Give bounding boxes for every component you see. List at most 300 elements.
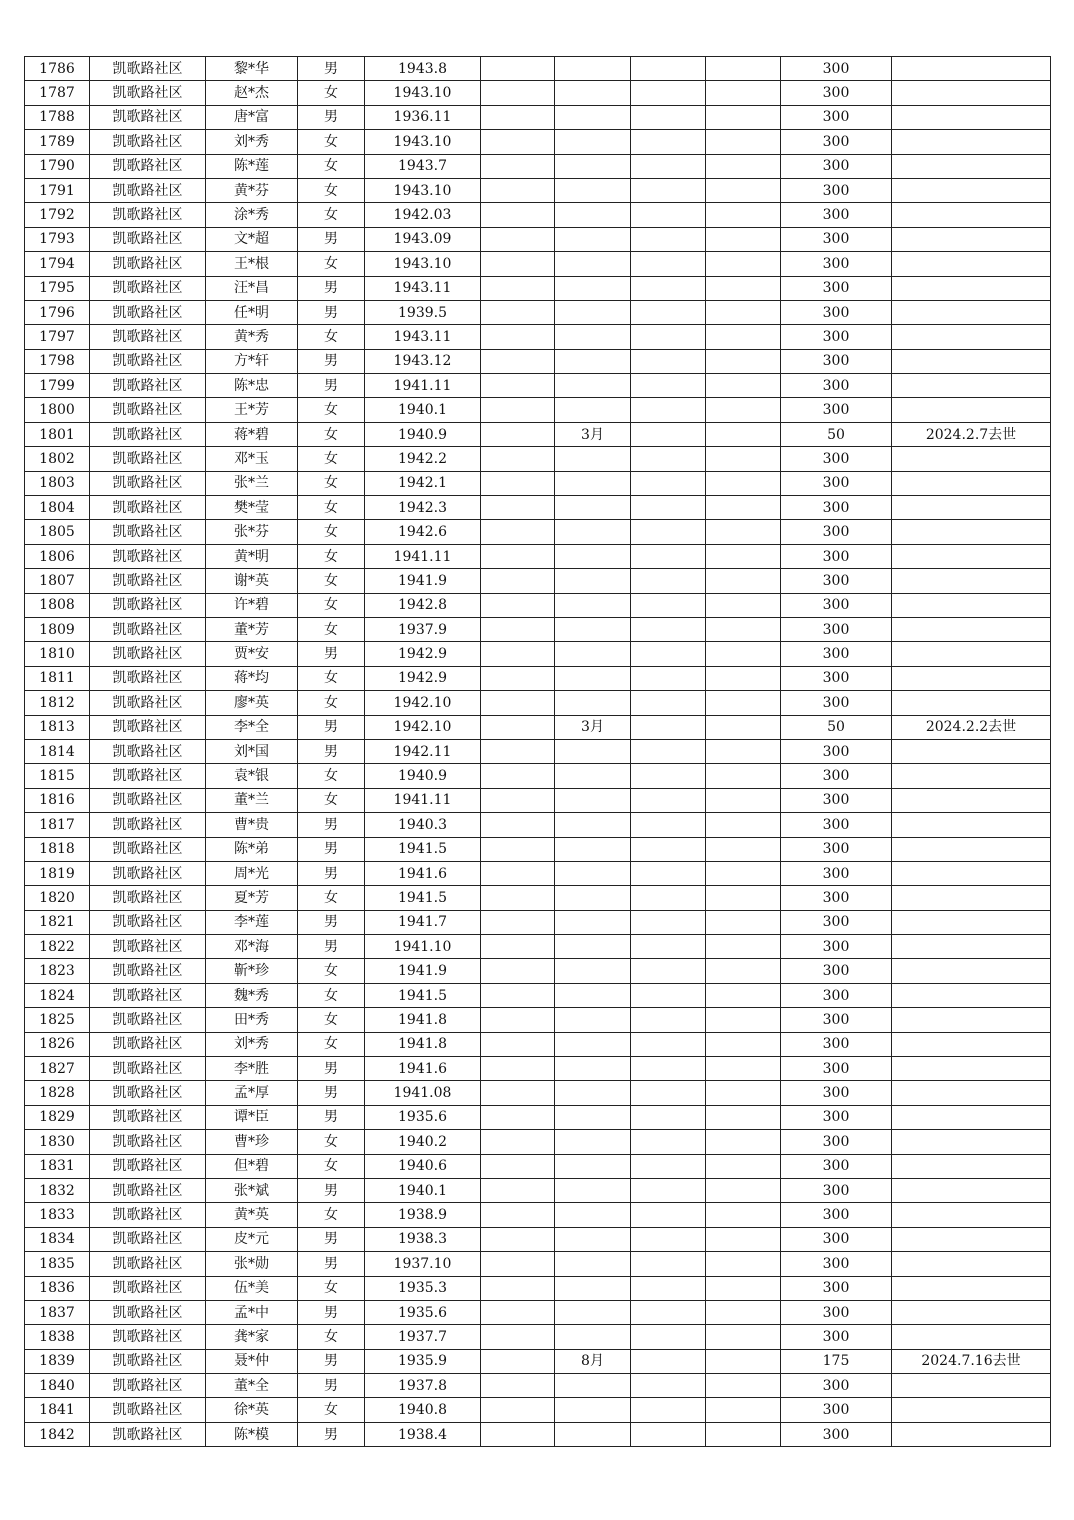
birth-date-cell: 1941.6: [365, 1057, 481, 1081]
table-row: [25, 764, 1051, 788]
amount-cell: 300: [781, 1398, 892, 1422]
table-row: [25, 813, 1051, 837]
month-cell: [555, 349, 631, 373]
month-cell: [555, 1276, 631, 1300]
remark-cell: 2024.2.2去世: [892, 715, 1051, 739]
month-cell: [555, 447, 631, 471]
remark-cell: [892, 1300, 1051, 1324]
community-cell: 凯歌路社区: [90, 276, 206, 300]
community-cell: 凯歌路社区: [90, 1105, 206, 1129]
gender-cell: 女: [298, 398, 365, 422]
birth-date-cell: 1940.8: [365, 1398, 481, 1422]
blank-cell: [706, 1081, 781, 1105]
table-row: [25, 447, 1051, 471]
gender-cell: 女: [298, 1130, 365, 1154]
community-cell: 凯歌路社区: [90, 935, 206, 959]
community-cell: 凯歌路社区: [90, 642, 206, 666]
blank-cell: [481, 1178, 555, 1202]
community-cell: 凯歌路社区: [90, 739, 206, 763]
community-cell: 凯歌路社区: [90, 496, 206, 520]
remark-cell: [892, 349, 1051, 373]
month-cell: 8月: [555, 1349, 631, 1373]
amount-cell: 300: [781, 910, 892, 934]
blank-cell: [481, 1008, 555, 1032]
name-cell: 刘*秀: [206, 130, 298, 154]
name-cell: 汪*昌: [206, 276, 298, 300]
blank-cell: [706, 1154, 781, 1178]
blank-cell: [631, 130, 706, 154]
remark-cell: [892, 593, 1051, 617]
blank-cell: [631, 1252, 706, 1276]
remark-cell: [892, 1130, 1051, 1154]
blank-cell: [706, 1203, 781, 1227]
month-cell: [555, 1300, 631, 1324]
gender-cell: 男: [298, 1422, 365, 1446]
gender-cell: 女: [298, 471, 365, 495]
remark-cell: [892, 374, 1051, 398]
blank-cell: [481, 1300, 555, 1324]
table-row: [25, 227, 1051, 251]
name-cell: 唐*富: [206, 105, 298, 129]
birth-date-cell: 1940.6: [365, 1154, 481, 1178]
table-row: [25, 130, 1051, 154]
blank-cell: [631, 1349, 706, 1373]
row-number-cell: 1822: [25, 935, 90, 959]
blank-cell: [631, 544, 706, 568]
blank-cell: [631, 1300, 706, 1324]
blank-cell: [706, 691, 781, 715]
table-row: [25, 1057, 1051, 1081]
row-number-cell: 1836: [25, 1276, 90, 1300]
community-cell: 凯歌路社区: [90, 691, 206, 715]
row-number-cell: 1826: [25, 1032, 90, 1056]
birth-date-cell: 1941.8: [365, 1008, 481, 1032]
table-row: [25, 593, 1051, 617]
gender-cell: 女: [298, 1325, 365, 1349]
blank-cell: [631, 1422, 706, 1446]
table-row: [25, 1130, 1051, 1154]
row-number-cell: 1841: [25, 1398, 90, 1422]
birth-date-cell: 1943.8: [365, 57, 481, 81]
row-number-cell: 1801: [25, 422, 90, 446]
table-row: [25, 642, 1051, 666]
remark-cell: [892, 959, 1051, 983]
month-cell: 3月: [555, 715, 631, 739]
month-cell: [555, 593, 631, 617]
gender-cell: 男: [298, 715, 365, 739]
name-cell: 周*光: [206, 861, 298, 885]
gender-cell: 男: [298, 935, 365, 959]
amount-cell: 300: [781, 1154, 892, 1178]
blank-cell: [631, 447, 706, 471]
remark-cell: [892, 788, 1051, 812]
birth-date-cell: 1935.6: [365, 1300, 481, 1324]
blank-cell: [481, 837, 555, 861]
birth-date-cell: 1940.9: [365, 764, 481, 788]
month-cell: [555, 617, 631, 641]
remark-cell: [892, 886, 1051, 910]
birth-date-cell: 1941.5: [365, 983, 481, 1007]
amount-cell: 300: [781, 593, 892, 617]
community-cell: 凯歌路社区: [90, 1422, 206, 1446]
name-cell: 贾*安: [206, 642, 298, 666]
amount-cell: 300: [781, 617, 892, 641]
blank-cell: [706, 593, 781, 617]
month-cell: [555, 1398, 631, 1422]
community-cell: 凯歌路社区: [90, 252, 206, 276]
row-number-cell: 1824: [25, 983, 90, 1007]
blank-cell: [631, 1325, 706, 1349]
birth-date-cell: 1943.09: [365, 227, 481, 251]
row-number-cell: 1816: [25, 788, 90, 812]
table-row: [25, 1032, 1051, 1056]
table-row: [25, 1178, 1051, 1202]
blank-cell: [706, 1300, 781, 1324]
month-cell: [555, 642, 631, 666]
name-cell: 董*全: [206, 1374, 298, 1398]
blank-cell: [481, 544, 555, 568]
blank-cell: [481, 105, 555, 129]
birth-date-cell: 1942.03: [365, 203, 481, 227]
blank-cell: [481, 910, 555, 934]
amount-cell: 175: [781, 1349, 892, 1373]
remark-cell: [892, 398, 1051, 422]
beneficiary-table: [24, 56, 1051, 1447]
blank-cell: [706, 715, 781, 739]
name-cell: 刘*秀: [206, 1032, 298, 1056]
amount-cell: 300: [781, 276, 892, 300]
month-cell: [555, 325, 631, 349]
blank-cell: [706, 1178, 781, 1202]
table-row: [25, 471, 1051, 495]
blank-cell: [706, 1032, 781, 1056]
blank-cell: [706, 1057, 781, 1081]
name-cell: 谭*臣: [206, 1105, 298, 1129]
table-row: [25, 178, 1051, 202]
gender-cell: 男: [298, 739, 365, 763]
table-row: [25, 203, 1051, 227]
blank-cell: [631, 1398, 706, 1422]
blank-cell: [481, 666, 555, 690]
row-number-cell: 1827: [25, 1057, 90, 1081]
table-body: [25, 57, 1051, 1447]
remark-cell: 2024.7.16去世: [892, 1349, 1051, 1373]
community-cell: 凯歌路社区: [90, 520, 206, 544]
birth-date-cell: 1942.11: [365, 739, 481, 763]
blank-cell: [706, 642, 781, 666]
row-number-cell: 1842: [25, 1422, 90, 1446]
remark-cell: [892, 1276, 1051, 1300]
amount-cell: 300: [781, 349, 892, 373]
blank-cell: [706, 276, 781, 300]
name-cell: 蒋*碧: [206, 422, 298, 446]
community-cell: 凯歌路社区: [90, 227, 206, 251]
month-cell: [555, 544, 631, 568]
community-cell: 凯歌路社区: [90, 471, 206, 495]
row-number-cell: 1796: [25, 300, 90, 324]
table-row: [25, 1398, 1051, 1422]
remark-cell: [892, 764, 1051, 788]
gender-cell: 女: [298, 1398, 365, 1422]
community-cell: 凯歌路社区: [90, 325, 206, 349]
month-cell: [555, 81, 631, 105]
community-cell: 凯歌路社区: [90, 1349, 206, 1373]
name-cell: 陈*莲: [206, 154, 298, 178]
name-cell: 张*兰: [206, 471, 298, 495]
community-cell: 凯歌路社区: [90, 886, 206, 910]
birth-date-cell: 1941.11: [365, 544, 481, 568]
community-cell: 凯歌路社区: [90, 1227, 206, 1251]
blank-cell: [631, 886, 706, 910]
blank-cell: [631, 1130, 706, 1154]
birth-date-cell: 1942.9: [365, 642, 481, 666]
community-cell: 凯歌路社区: [90, 1081, 206, 1105]
amount-cell: 300: [781, 1203, 892, 1227]
name-cell: 袁*银: [206, 764, 298, 788]
blank-cell: [631, 642, 706, 666]
gender-cell: 男: [298, 374, 365, 398]
remark-cell: [892, 910, 1051, 934]
birth-date-cell: 1940.3: [365, 813, 481, 837]
blank-cell: [481, 861, 555, 885]
gender-cell: 女: [298, 1203, 365, 1227]
row-number-cell: 1802: [25, 447, 90, 471]
gender-cell: 男: [298, 276, 365, 300]
blank-cell: [481, 569, 555, 593]
gender-cell: 男: [298, 1349, 365, 1373]
amount-cell: 300: [781, 837, 892, 861]
month-cell: [555, 1032, 631, 1056]
table-row: [25, 300, 1051, 324]
community-cell: 凯歌路社区: [90, 813, 206, 837]
month-cell: [555, 1203, 631, 1227]
table-row: [25, 1105, 1051, 1129]
blank-cell: [706, 1398, 781, 1422]
amount-cell: 300: [781, 1081, 892, 1105]
blank-cell: [706, 983, 781, 1007]
amount-cell: 300: [781, 252, 892, 276]
gender-cell: 女: [298, 764, 365, 788]
remark-cell: [892, 227, 1051, 251]
blank-cell: [706, 203, 781, 227]
blank-cell: [481, 1325, 555, 1349]
blank-cell: [631, 739, 706, 763]
amount-cell: 300: [781, 1178, 892, 1202]
amount-cell: 300: [781, 935, 892, 959]
remark-cell: [892, 1422, 1051, 1446]
blank-cell: [631, 1105, 706, 1129]
row-number-cell: 1798: [25, 349, 90, 373]
month-cell: [555, 1252, 631, 1276]
remark-cell: [892, 1325, 1051, 1349]
remark-cell: [892, 203, 1051, 227]
row-number-cell: 1831: [25, 1154, 90, 1178]
community-cell: 凯歌路社区: [90, 1154, 206, 1178]
month-cell: [555, 569, 631, 593]
remark-cell: [892, 691, 1051, 715]
gender-cell: 女: [298, 1276, 365, 1300]
name-cell: 王*根: [206, 252, 298, 276]
blank-cell: [706, 1325, 781, 1349]
blank-cell: [631, 837, 706, 861]
remark-cell: [892, 447, 1051, 471]
gender-cell: 男: [298, 300, 365, 324]
row-number-cell: 1800: [25, 398, 90, 422]
blank-cell: [631, 349, 706, 373]
table-row: [25, 1008, 1051, 1032]
amount-cell: 300: [781, 227, 892, 251]
row-number-cell: 1823: [25, 959, 90, 983]
name-cell: 张*勋: [206, 1252, 298, 1276]
row-number-cell: 1805: [25, 520, 90, 544]
gender-cell: 女: [298, 1154, 365, 1178]
birth-date-cell: 1941.08: [365, 1081, 481, 1105]
blank-cell: [706, 886, 781, 910]
table-row: [25, 691, 1051, 715]
month-cell: 3月: [555, 422, 631, 446]
name-cell: 刘*国: [206, 739, 298, 763]
community-cell: 凯歌路社区: [90, 666, 206, 690]
table-row: [25, 154, 1051, 178]
remark-cell: [892, 1374, 1051, 1398]
community-cell: 凯歌路社区: [90, 300, 206, 324]
name-cell: 赵*杰: [206, 81, 298, 105]
month-cell: [555, 471, 631, 495]
community-cell: 凯歌路社区: [90, 1374, 206, 1398]
community-cell: 凯歌路社区: [90, 1252, 206, 1276]
birth-date-cell: 1937.9: [365, 617, 481, 641]
row-number-cell: 1811: [25, 666, 90, 690]
blank-cell: [481, 520, 555, 544]
amount-cell: 300: [781, 544, 892, 568]
gender-cell: 女: [298, 691, 365, 715]
month-cell: [555, 1008, 631, 1032]
amount-cell: 300: [781, 300, 892, 324]
birth-date-cell: 1940.1: [365, 1178, 481, 1202]
month-cell: [555, 227, 631, 251]
community-cell: 凯歌路社区: [90, 569, 206, 593]
blank-cell: [706, 1008, 781, 1032]
row-number-cell: 1817: [25, 813, 90, 837]
remark-cell: [892, 325, 1051, 349]
month-cell: [555, 300, 631, 324]
community-cell: 凯歌路社区: [90, 1178, 206, 1202]
month-cell: [555, 496, 631, 520]
community-cell: 凯歌路社区: [90, 349, 206, 373]
blank-cell: [481, 447, 555, 471]
birth-date-cell: 1941.5: [365, 886, 481, 910]
month-cell: [555, 178, 631, 202]
amount-cell: 300: [781, 1130, 892, 1154]
row-number-cell: 1833: [25, 1203, 90, 1227]
remark-cell: [892, 178, 1051, 202]
table-row: [25, 837, 1051, 861]
name-cell: 王*芳: [206, 398, 298, 422]
remark-cell: [892, 154, 1051, 178]
amount-cell: 300: [781, 788, 892, 812]
gender-cell: 女: [298, 447, 365, 471]
table-row: [25, 374, 1051, 398]
remark-cell: [892, 1154, 1051, 1178]
blank-cell: [631, 715, 706, 739]
blank-cell: [631, 398, 706, 422]
blank-cell: [631, 593, 706, 617]
blank-cell: [481, 959, 555, 983]
blank-cell: [481, 1227, 555, 1251]
month-cell: [555, 1154, 631, 1178]
blank-cell: [706, 813, 781, 837]
amount-cell: 50: [781, 715, 892, 739]
table-row: [25, 1276, 1051, 1300]
gender-cell: 女: [298, 1008, 365, 1032]
blank-cell: [706, 105, 781, 129]
community-cell: 凯歌路社区: [90, 861, 206, 885]
name-cell: 李*胜: [206, 1057, 298, 1081]
blank-cell: [631, 569, 706, 593]
row-number-cell: 1786: [25, 57, 90, 81]
table-row: [25, 276, 1051, 300]
remark-cell: [892, 1178, 1051, 1202]
gender-cell: 男: [298, 642, 365, 666]
community-cell: 凯歌路社区: [90, 715, 206, 739]
table-row: [25, 398, 1051, 422]
row-number-cell: 1792: [25, 203, 90, 227]
blank-cell: [481, 300, 555, 324]
blank-cell: [481, 715, 555, 739]
row-number-cell: 1829: [25, 1105, 90, 1129]
amount-cell: 300: [781, 154, 892, 178]
community-cell: 凯歌路社区: [90, 398, 206, 422]
month-cell: [555, 1422, 631, 1446]
blank-cell: [481, 1252, 555, 1276]
community-cell: 凯歌路社区: [90, 447, 206, 471]
name-cell: 黎*华: [206, 57, 298, 81]
gender-cell: 女: [298, 81, 365, 105]
gender-cell: 女: [298, 203, 365, 227]
blank-cell: [706, 57, 781, 81]
amount-cell: 300: [781, 886, 892, 910]
community-cell: 凯歌路社区: [90, 1276, 206, 1300]
table-row: [25, 1081, 1051, 1105]
blank-cell: [631, 252, 706, 276]
blank-cell: [631, 203, 706, 227]
row-number-cell: 1789: [25, 130, 90, 154]
community-cell: 凯歌路社区: [90, 544, 206, 568]
birth-date-cell: 1938.9: [365, 1203, 481, 1227]
blank-cell: [706, 788, 781, 812]
table-row: [25, 910, 1051, 934]
table-row: [25, 1154, 1051, 1178]
blank-cell: [706, 666, 781, 690]
month-cell: [555, 813, 631, 837]
gender-cell: 男: [298, 910, 365, 934]
remark-cell: [892, 1008, 1051, 1032]
gender-cell: 女: [298, 252, 365, 276]
name-cell: 伍*美: [206, 1276, 298, 1300]
row-number-cell: 1815: [25, 764, 90, 788]
row-number-cell: 1795: [25, 276, 90, 300]
name-cell: 但*碧: [206, 1154, 298, 1178]
blank-cell: [706, 569, 781, 593]
blank-cell: [481, 178, 555, 202]
blank-cell: [481, 130, 555, 154]
blank-cell: [706, 154, 781, 178]
amount-cell: 300: [781, 1300, 892, 1324]
remark-cell: [892, 813, 1051, 837]
blank-cell: [481, 203, 555, 227]
amount-cell: 300: [781, 861, 892, 885]
blank-cell: [706, 300, 781, 324]
